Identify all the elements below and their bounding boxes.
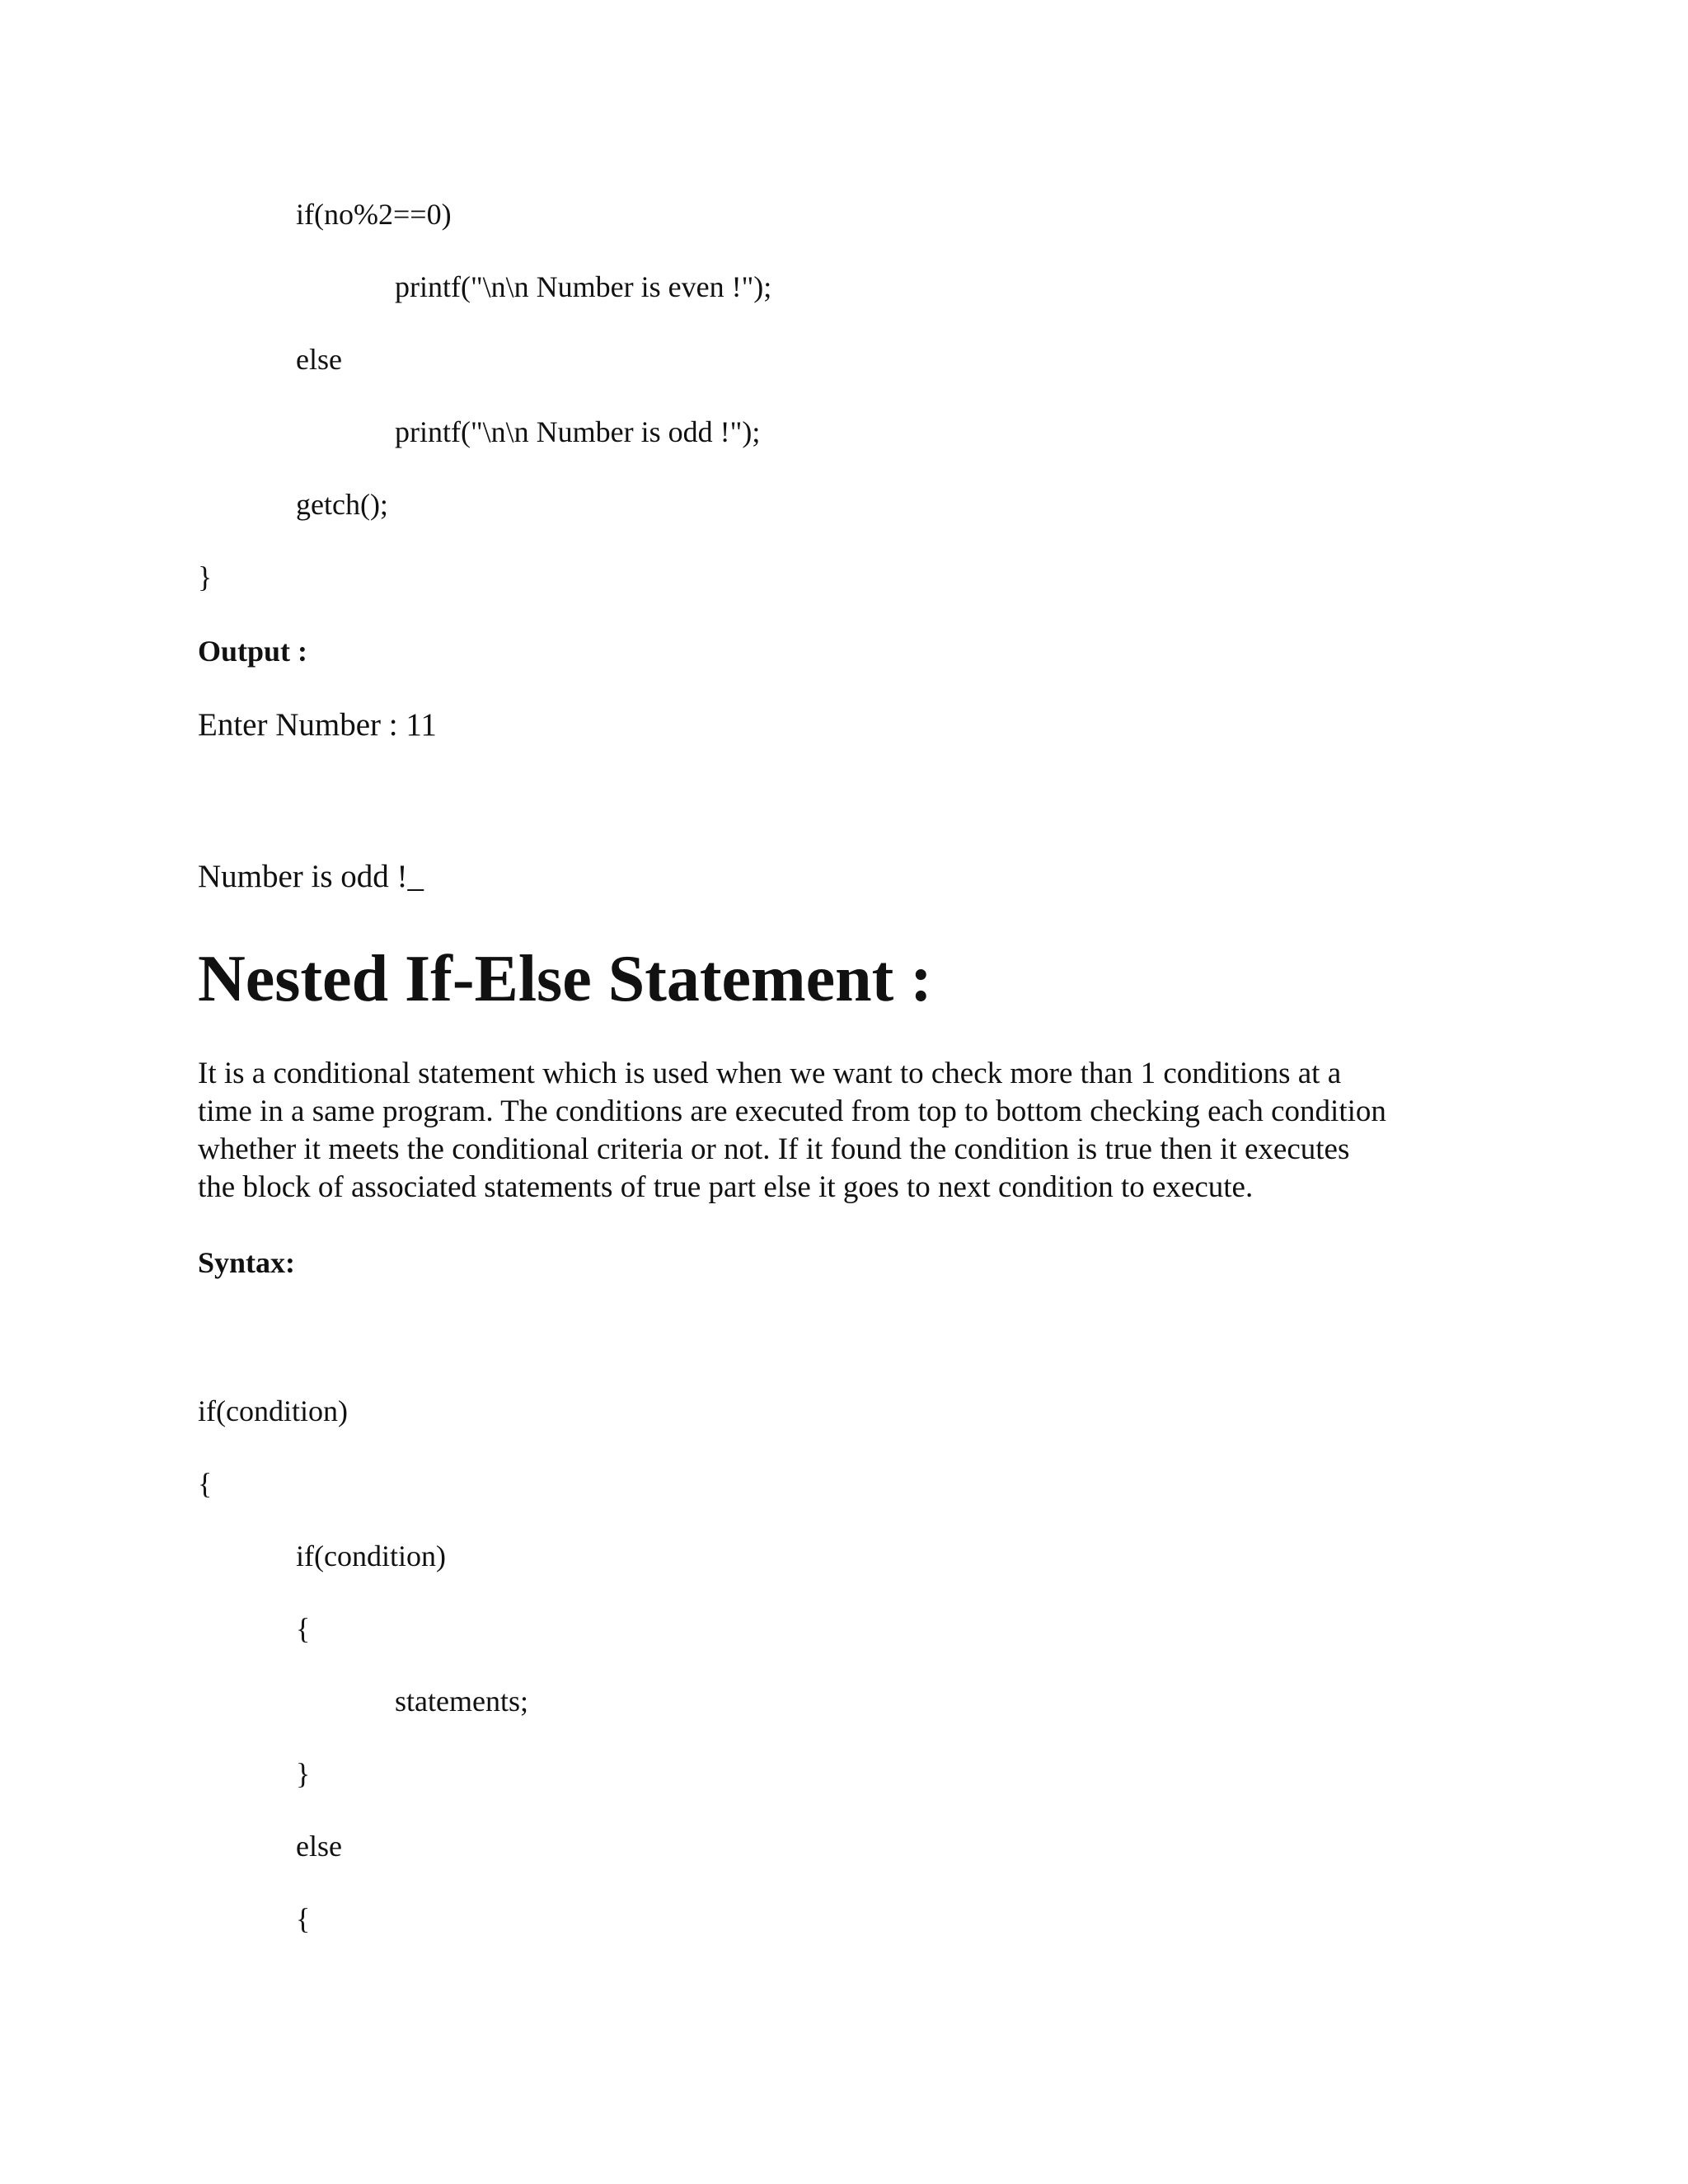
code-line: printf("\n\n Number is even !"); bbox=[395, 270, 772, 303]
paragraph-line: time in a same program. The conditions are executed from top to bottom checking each condition bbox=[198, 1094, 1386, 1128]
syntax-line: { bbox=[296, 1902, 311, 1935]
syntax-line: { bbox=[198, 1467, 213, 1500]
code-line: printf("\n\n Number is odd !"); bbox=[395, 415, 761, 448]
syntax-line: if(condition) bbox=[296, 1540, 446, 1572]
syntax-line: statements; bbox=[395, 1685, 528, 1718]
syntax-line: if(condition) bbox=[198, 1394, 348, 1427]
code-line: else bbox=[296, 343, 342, 376]
syntax-line: { bbox=[296, 1612, 311, 1645]
description-paragraph bbox=[198, 1055, 1500, 1207]
syntax-line: else bbox=[296, 1830, 342, 1863]
code-line: } bbox=[198, 560, 213, 593]
output-line: Enter Number : 11 bbox=[198, 707, 437, 743]
code-line: getch(); bbox=[296, 488, 388, 521]
paragraph-line: whether it meets the conditional criteria or not. If it found the condition is true then it executes bbox=[198, 1132, 1350, 1166]
output-line: Number is odd !_ bbox=[198, 859, 424, 894]
paragraph-line: It is a conditional statement which is used when we want to check more than 1 conditions at a bbox=[198, 1057, 1342, 1090]
section-heading: Nested If-Else Statement : bbox=[198, 943, 932, 1015]
syntax-line: } bbox=[296, 1757, 311, 1790]
paragraph-line: the block of associated statements of true part else it goes to next condition to execute. bbox=[198, 1170, 1254, 1204]
syntax-label: Syntax: bbox=[198, 1246, 296, 1279]
output-label: Output : bbox=[198, 635, 308, 668]
code-line: if(no%2==0) bbox=[296, 198, 452, 231]
